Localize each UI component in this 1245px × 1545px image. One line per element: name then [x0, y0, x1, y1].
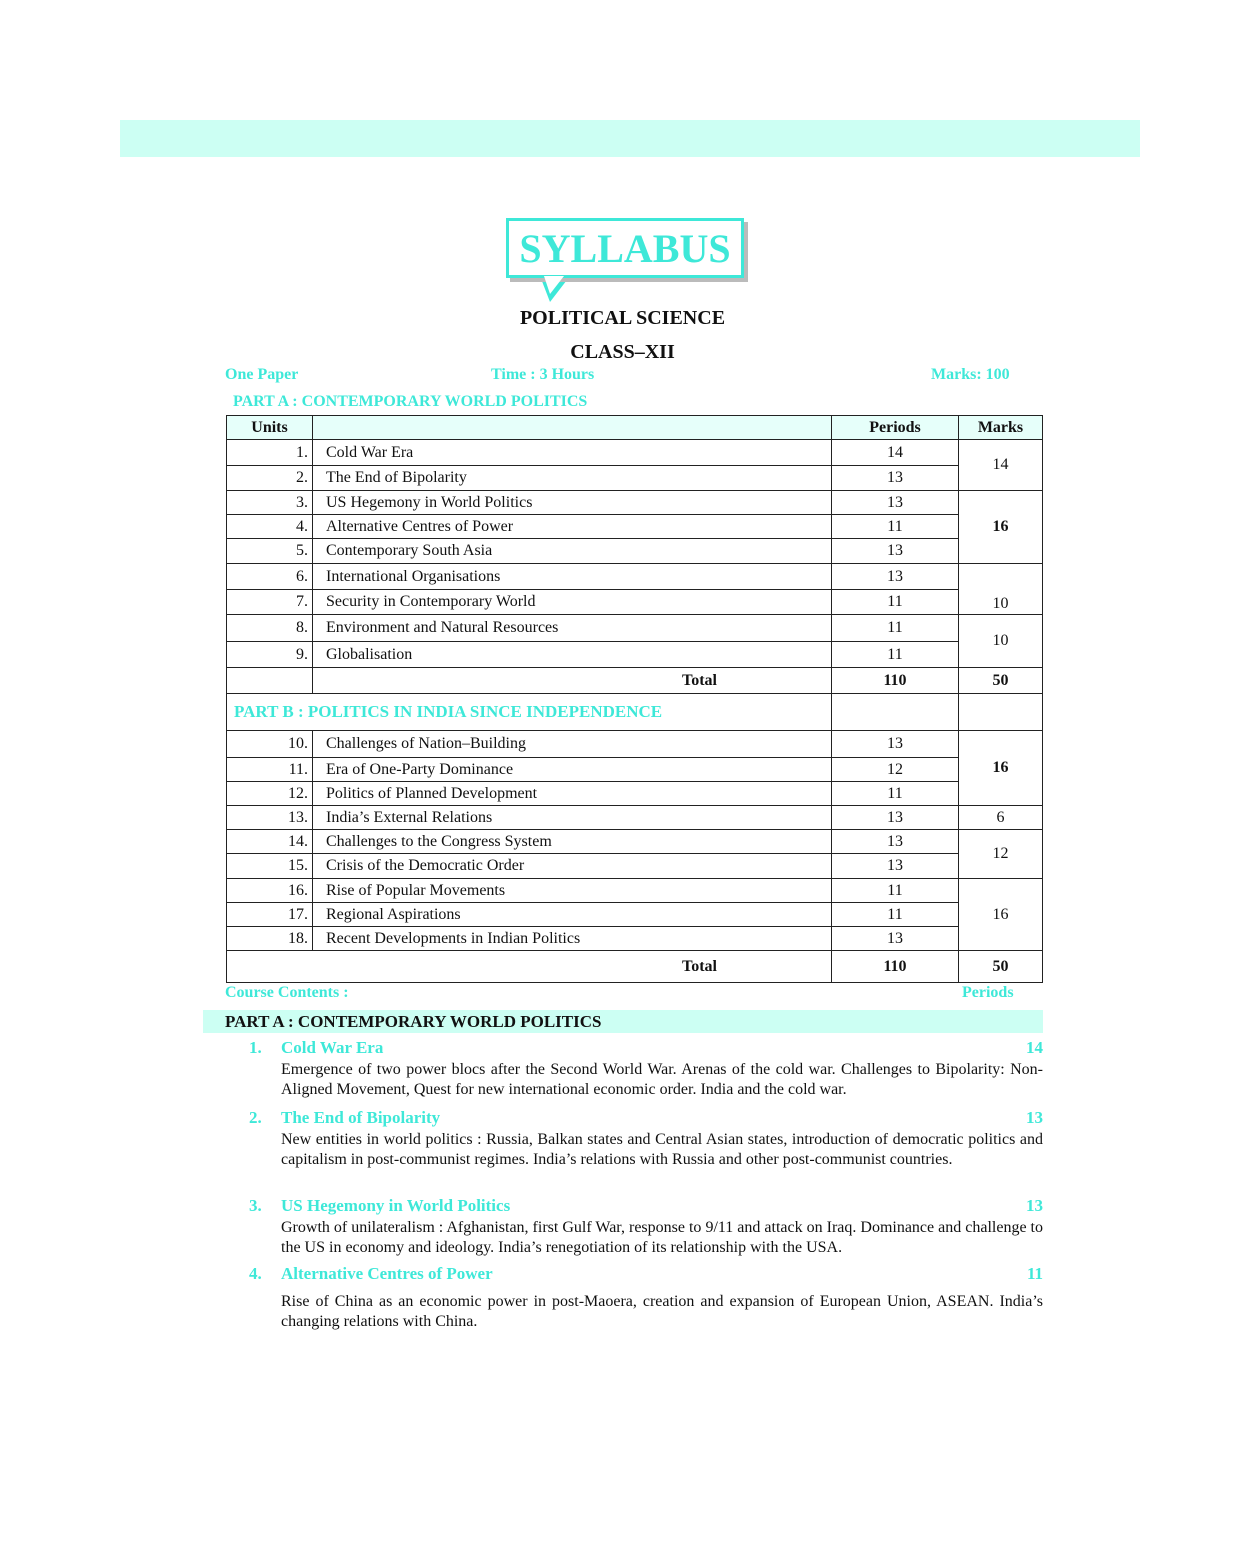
marks-info: Marks: 100	[931, 366, 1010, 383]
contents-part-a-heading: PART A : CONTEMPORARY WORLD POLITICS	[203, 1010, 1043, 1033]
header-periods: Periods	[832, 416, 959, 440]
table-row	[227, 782, 1043, 806]
unit-marks: 10	[959, 615, 1043, 668]
unit-number: 9.	[227, 642, 313, 668]
paper-info: One Paper	[225, 366, 299, 383]
table-row	[227, 731, 1043, 758]
unit-periods: 13	[832, 466, 959, 491]
table-row	[227, 642, 1043, 668]
speech-bubble-tail-inner	[544, 276, 564, 294]
unit-number: 7.	[227, 590, 313, 615]
table-row	[227, 615, 1043, 642]
item-number: 1.	[249, 1038, 262, 1057]
course-item	[249, 1196, 1043, 1258]
item-description: Rise of China as an economic power in post-Maoera, creation and expansion of European Union, ASEAN. India’s changing relations with China.	[281, 1293, 1043, 1330]
part-b-title: PART B : POLITICS IN INDIA SINCE INDEPENDENCE	[227, 694, 832, 731]
unit-title: The End of Bipolarity	[313, 466, 832, 491]
unit-periods: 11	[832, 515, 959, 539]
course-contents-label: Course Contents :	[225, 984, 349, 1001]
unit-number: 2.	[227, 466, 313, 491]
unit-marks: 6	[959, 806, 1043, 830]
unit-marks: 16	[959, 491, 1043, 564]
item-number: 4.	[249, 1264, 262, 1283]
item-title: Alternative Centres of Power	[281, 1264, 493, 1283]
unit-title: Crisis of the Democratic Order	[313, 854, 832, 879]
course-item	[249, 1264, 1043, 1332]
unit-number: 3.	[227, 491, 313, 515]
syllabus-table	[226, 415, 1043, 983]
header-title	[313, 416, 832, 440]
unit-number: 17.	[227, 903, 313, 927]
unit-periods: 11	[832, 782, 959, 806]
table-row	[227, 806, 1043, 830]
unit-marks: 14	[959, 440, 1043, 491]
unit-title: Globalisation	[313, 642, 832, 668]
header-band	[120, 120, 1140, 157]
unit-number: 11.	[227, 758, 313, 782]
unit-number: 15.	[227, 854, 313, 879]
item-title: The End of Bipolarity	[281, 1108, 441, 1127]
item-periods: 11	[1026, 1264, 1043, 1283]
unit-periods: 13	[832, 806, 959, 830]
unit-number: 5.	[227, 539, 313, 564]
table-row	[227, 758, 1043, 782]
time-info: Time : 3 Hours	[491, 366, 595, 383]
part-a-title: PART A : CONTEMPORARY WORLD POLITICS	[233, 393, 588, 410]
unit-number: 12.	[227, 782, 313, 806]
table-row	[227, 491, 1043, 515]
table-row	[227, 515, 1043, 539]
unit-periods: 13	[832, 564, 959, 590]
unit-title: Recent Developments in Indian Politics	[313, 927, 832, 951]
table-row	[227, 564, 1043, 590]
unit-number: 13.	[227, 806, 313, 830]
total-periods: 110	[832, 668, 959, 694]
table-row	[227, 927, 1043, 951]
total-marks: 50	[959, 951, 1043, 983]
unit-title: India’s External Relations	[313, 806, 832, 830]
unit-title: Politics of Planned Development	[313, 782, 832, 806]
unit-title: Alternative Centres of Power	[313, 515, 832, 539]
class-title: CLASS–XII	[570, 341, 675, 363]
unit-periods: 11	[832, 590, 959, 615]
table-row	[227, 539, 1043, 564]
item-description: New entities in world politics : Russia, Balkan states and Central Asian states, introduction of democratic politics and capitalism in post-communist regimes. India’s relations with Russia and other post-communist countries.	[281, 1131, 1043, 1168]
course-item	[249, 1038, 1043, 1100]
item-title: US Hegemony in World Politics	[281, 1196, 511, 1215]
unit-periods: 11	[832, 879, 959, 903]
unit-marks: 16	[959, 731, 1043, 806]
header-units: Units	[227, 416, 313, 440]
unit-number: 16.	[227, 879, 313, 903]
table-row	[227, 440, 1043, 466]
unit-title: Era of One-Party Dominance	[313, 758, 832, 782]
table-row	[227, 830, 1043, 854]
table-row	[227, 590, 1043, 615]
unit-marks: 10	[959, 564, 1043, 615]
syllabus-logo: SYLLABUS	[506, 218, 744, 278]
unit-periods: 13	[832, 854, 959, 879]
table-row	[227, 903, 1043, 927]
unit-periods: 13	[832, 731, 959, 758]
unit-periods: 14	[832, 440, 959, 466]
unit-marks: 16	[959, 879, 1043, 951]
table-row	[227, 879, 1043, 903]
unit-periods: 13	[832, 830, 959, 854]
unit-number: 18.	[227, 927, 313, 951]
unit-number: 14.	[227, 830, 313, 854]
course-item	[249, 1108, 1043, 1170]
item-number: 3.	[249, 1196, 262, 1215]
unit-number: 1.	[227, 440, 313, 466]
item-description: Growth of unilateralism : Afghanistan, first Gulf War, response to 9/11 and attack on Iraq. Dominance and challenge to the US in economy and ideology. India’s renegotiation of its relationship with the USA.	[281, 1219, 1043, 1256]
item-periods: 14	[1026, 1038, 1043, 1057]
total-row	[227, 951, 1043, 983]
header-marks: Marks	[959, 416, 1043, 440]
item-periods: 13	[1026, 1108, 1043, 1127]
unit-title: International Organisations	[313, 564, 832, 590]
unit-title: Regional Aspirations	[313, 903, 832, 927]
unit-number: 6.	[227, 564, 313, 590]
unit-title: Environment and Natural Resources	[313, 615, 832, 642]
item-periods: 13	[1026, 1196, 1043, 1215]
unit-periods: 11	[832, 903, 959, 927]
unit-number: 10.	[227, 731, 313, 758]
unit-title: Cold War Era	[313, 440, 832, 466]
unit-title: Security in Contemporary World	[313, 590, 832, 615]
total-marks: 50	[959, 668, 1043, 694]
subject-title: POLITICAL SCIENCE	[519, 307, 726, 329]
unit-periods: 13	[832, 927, 959, 951]
item-number: 2.	[249, 1108, 262, 1127]
total-row	[227, 668, 1043, 694]
item-title: Cold War Era	[281, 1038, 384, 1057]
periods-label: Periods	[962, 984, 1014, 1001]
unit-title: Challenges to the Congress System	[313, 830, 832, 854]
item-description: Emergence of two power blocs after the Second World War. Arenas of the cold war. Challenges to Bipolarity: Non-Aligned Movement, Quest for new international economic order. India and the cold war.	[281, 1061, 1043, 1098]
total-label: Total	[313, 668, 832, 694]
unit-marks: 12	[959, 830, 1043, 879]
unit-title: Rise of Popular Movements	[313, 879, 832, 903]
table-row	[227, 854, 1043, 879]
unit-number: 8.	[227, 615, 313, 642]
unit-number: 4.	[227, 515, 313, 539]
total-label: Total	[313, 951, 832, 983]
unit-periods: 11	[832, 615, 959, 642]
unit-periods: 13	[832, 539, 959, 564]
unit-title: Challenges of Nation–Building	[313, 731, 832, 758]
unit-periods: 13	[832, 491, 959, 515]
unit-periods: 12	[832, 758, 959, 782]
unit-title: US Hegemony in World Politics	[313, 491, 832, 515]
unit-title: Contemporary South Asia	[313, 539, 832, 564]
unit-periods: 11	[832, 642, 959, 668]
table-row	[227, 466, 1043, 491]
total-periods: 110	[832, 951, 959, 983]
